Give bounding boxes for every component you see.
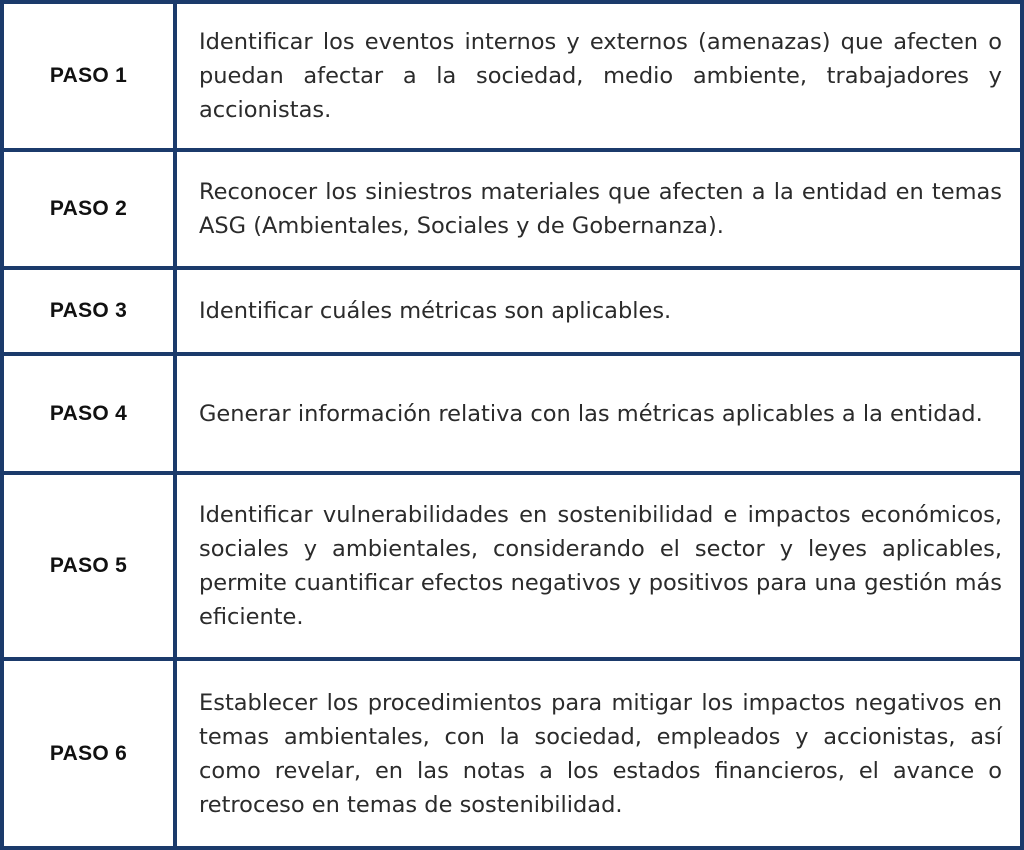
step-description-text-6: Establecer los procedimientos para mitigar los impactos negativos en temas ambientales, con la sociedad, empleados y accionistas, así como revelar, en las notas a los estados financieros, el avance o retroceso en temas de sostenibilidad. (199, 689, 1002, 818)
step-label-4: PASO 4 (4, 356, 177, 471)
step-description-text-2: Reconocer los siniestros materiales que afecten a la entidad en temas ASG (Ambientales, Sociales y de Gobernanza). (199, 179, 1002, 239)
step-label-3: PASO 3 (4, 270, 177, 352)
step-label-5: PASO 5 (4, 475, 177, 657)
step-row-6 (4, 661, 1020, 846)
step-description-3 (177, 270, 1020, 352)
step-description-text-1: Identificar los eventos internos y externos (amenazas) que afecten o puedan afectar a la sociedad, medio ambiente, trabajadores y accionistas. (199, 29, 1002, 123)
step-description-4 (177, 356, 1020, 471)
step-description-text-4: Generar información relativa con las métricas aplicables a la entidad. (199, 400, 983, 427)
step-description-2 (177, 152, 1020, 266)
step-row-5 (4, 475, 1020, 661)
step-label-6: PASO 6 (4, 661, 177, 846)
step-description-5 (177, 475, 1020, 657)
step-row-2 (4, 152, 1020, 270)
step-description-text-5: Identificar vulnerabilidades en sostenibilidad e impactos económicos, sociales y ambientales, considerando el sector y leyes aplicables, permite cuantificar efectos negativos y positivos para una gestión más eficiente. (199, 502, 1002, 630)
step-row-1 (4, 4, 1020, 152)
step-row-4 (4, 356, 1020, 475)
step-description-text-3: Identificar cuáles métricas son aplicables. (199, 298, 672, 324)
step-label-2: PASO 2 (4, 152, 177, 266)
step-row-3 (4, 270, 1020, 356)
step-description-1 (177, 4, 1020, 148)
step-label-1: PASO 1 (4, 4, 177, 148)
step-description-6 (177, 661, 1020, 846)
